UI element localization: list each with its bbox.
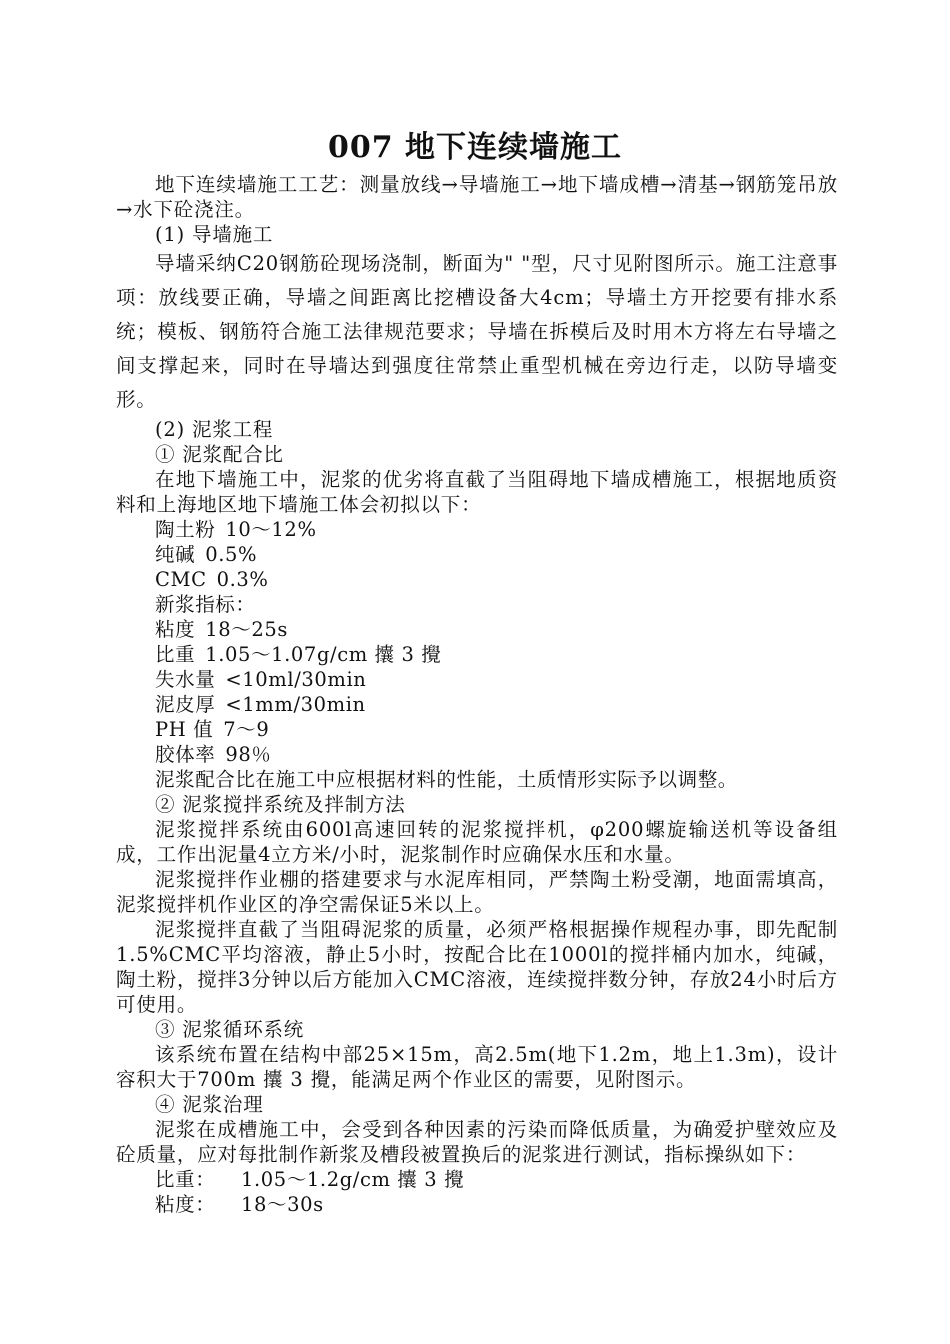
index-item: PH 值 7～9 — [155, 718, 270, 741]
section-heading-guide-wall: (1) 导墙施工 — [155, 223, 274, 246]
page-title: 007 地下连续墙施工 — [327, 130, 623, 165]
control-item: 粘度： 18～30s — [155, 1193, 324, 1216]
mixing-shed-paragraph: 泥浆搅拌作业棚的搭建要求与水泥库相同，严禁陶土粉受潮，地面需填高，泥浆搅拌机作业区的净空需保证5米以上。 — [116, 868, 838, 916]
subheading-mix-ratio: ① 泥浆配合比 — [155, 443, 284, 466]
subheading-mud-control: ④ 泥浆治理 — [155, 1093, 264, 1116]
intro-paragraph: 地下连续墙施工工艺：测量放线→导墙施工→地下墙成槽→清基→钢筋笼吊放→水下砼浇注。 — [116, 173, 838, 221]
index-item: 泥皮厚 <1mm/30min — [155, 693, 366, 716]
index-item: 失水量 <10ml/30min — [155, 668, 367, 691]
document-body — [116, 172, 838, 1217]
mix-item: 纯碱 0.5% — [155, 543, 258, 566]
mixing-system-paragraph: 泥浆搅拌系统由600l高速回转的泥浆搅拌机，φ200螺旋输送机等设备组成，工作出泥量4立方米/小时，泥浆制作时应确保水压和水量。 — [116, 818, 838, 866]
index-item: 比重 1.05～1.07g/cm 攮 3 攪 — [155, 643, 442, 666]
section-heading-mud: (2) 泥浆工程 — [155, 418, 274, 441]
control-item: 比重： 1.05～1.2g/cm 攮 3 攪 — [155, 1168, 465, 1191]
mix-adjust-paragraph: 泥浆配合比在施工中应根据材料的性能，土质情形实际予以调整。 — [155, 768, 738, 791]
guide-wall-paragraph: 导墙采纳C20钢筋砼现场浇制，断面为" "型，尺寸见附图所示。施工注意事项：放线要正确，导墙之间距离比挖槽设备大4cm；导墙土方开挖要有排水系统；模板、钢筋符合施工法律规范要求；导墙在拆模后及时用木方将左右导墙之间支撑起来，同时在导墙达到强度往常禁止重型机械在旁边行走，以防导墙变形。 — [116, 252, 838, 411]
mixing-procedure-paragraph: 泥浆搅拌直截了当阻碍泥浆的质量，必须严格根据操作规程办事，即先配制1.5%CMC平均溶液，静止5小时，按配合比在1000l的搅拌桶内加水，纯碱，陶土粉，搅拌3分钟以后方能加入CMC溶液，连续搅拌数分钟，存放24小时后方可使用。 — [116, 918, 838, 1016]
subheading-circulation: ③ 泥浆循环系统 — [155, 1018, 305, 1041]
mud-control-paragraph: 泥浆在成槽施工中，会受到各种因素的污染而降低质量，为确爱护壁效应及砼质量，应对每批制作新浆及槽段被置换后的泥浆进行测试，指标操纵如下： — [116, 1118, 838, 1166]
index-item: 胶体率 98％ — [155, 743, 272, 766]
new-mud-label: 新浆指标： — [155, 593, 256, 616]
mix-item: 陶土粉 10～12% — [155, 518, 317, 541]
circulation-paragraph: 该系统布置在结构中部25×15m，高2.5m(地下1.2m，地上1.3m)，设计容积大于700m 攮 3 攪，能满足两个作业区的需要，见附图示。 — [116, 1043, 838, 1091]
mix-ratio-paragraph: 在地下墙施工中，泥浆的优劣将直截了当阻碍地下墙成槽施工，根据地质资料和上海地区地下墙施工体会初拟以下： — [116, 468, 838, 516]
index-item: 粘度 18～25s — [155, 618, 288, 641]
mix-item: CMC 0.3% — [155, 568, 269, 591]
subheading-mixing-system: ② 泥浆搅拌系统及拌制方法 — [155, 793, 406, 816]
